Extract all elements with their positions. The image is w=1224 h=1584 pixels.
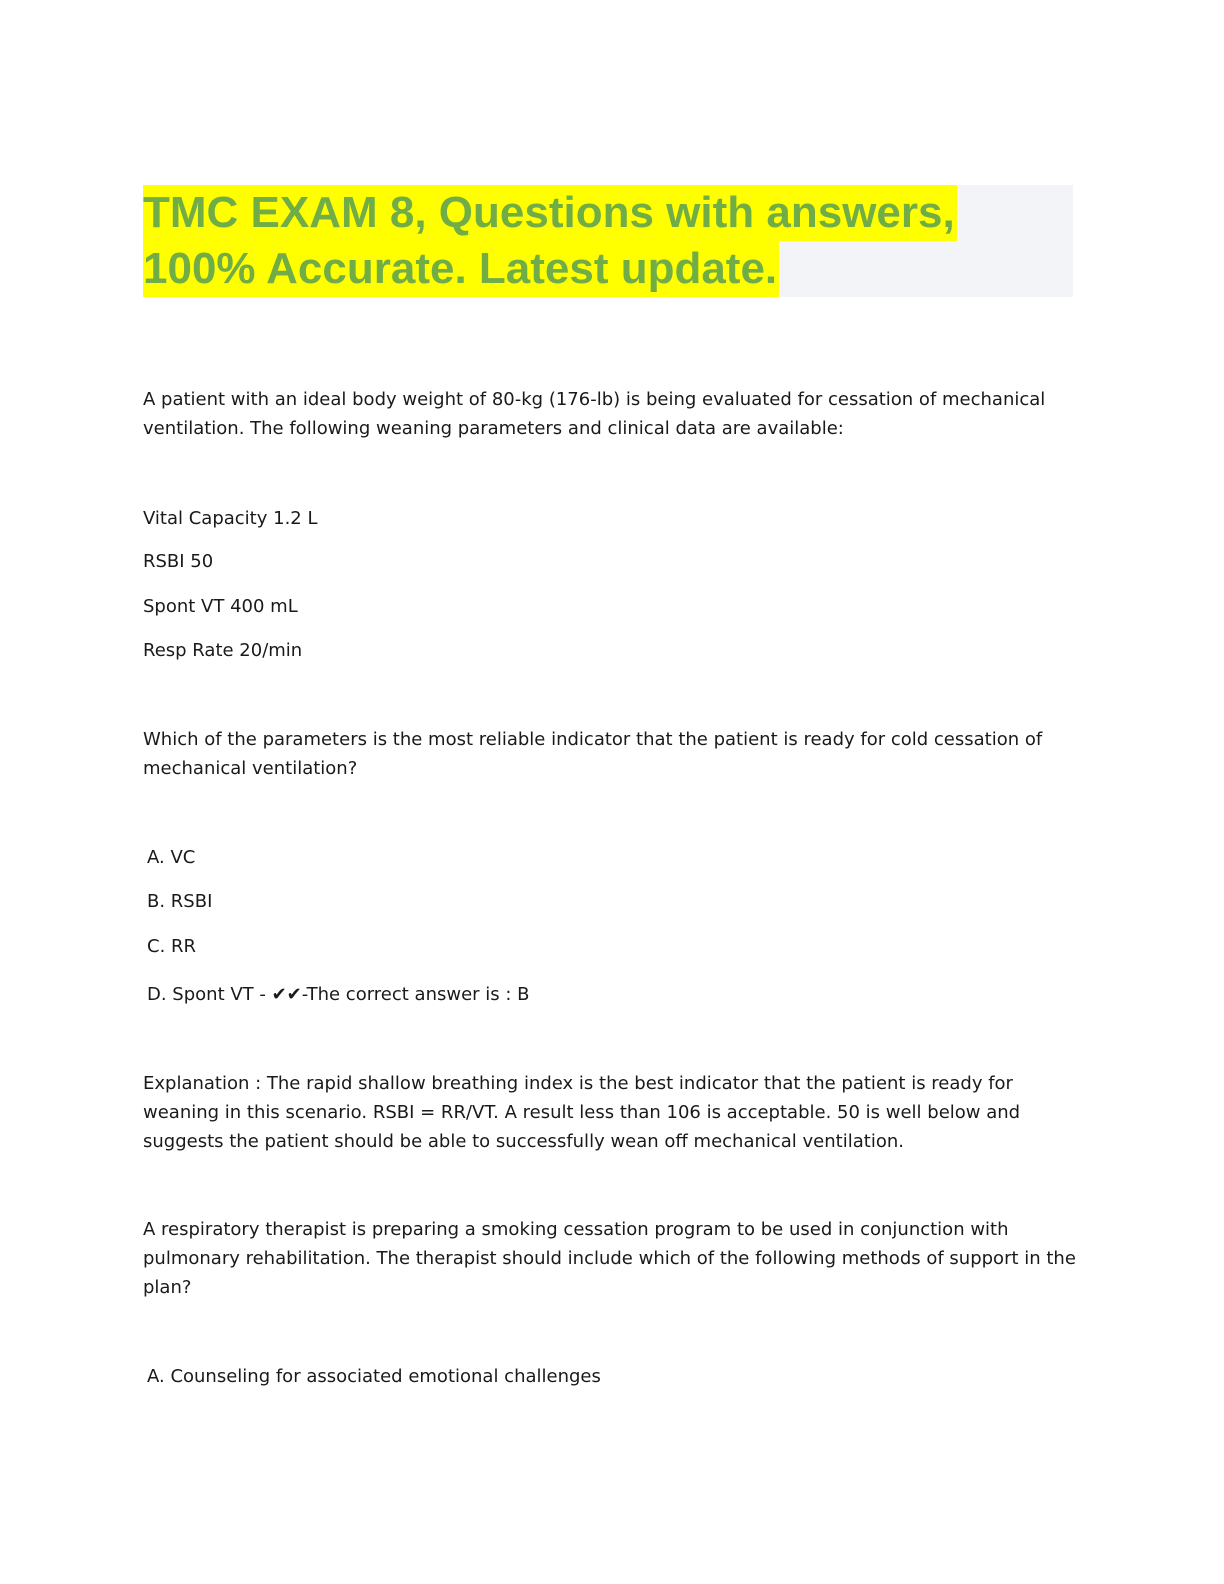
question-1-prompt: Which of the parameters is the most reliable indicator that the patient is ready for cold cessation of mechanical ventilation? [143,729,1043,779]
question-2-option-a: A. Counseling for associated emotional challenges [147,1366,601,1387]
title-line-1: TMC EXAM 8, Questions with answers, [143,185,957,241]
document-title [143,185,1073,297]
question-1-option-b: B. RSBI [147,891,213,912]
question-2-stem: A respiratory therapist is preparing a smoking cessation program to be used in conjunction with pulmonary rehabilitation. The therapist should include which of the following methods of support in the plan? [143,1219,1076,1298]
question-1-option-d-answer: D. Spont VT - ✔✔-The correct answer is : B [147,984,530,1005]
parameter-rsbi: RSBI 50 [143,551,214,572]
parameter-vital-capacity: Vital Capacity 1.2 L [143,508,318,529]
title-line-2: 100% Accurate. Latest update. [143,241,779,297]
question-1-option-c: C. RR [147,936,197,957]
question-1-stem: A patient with an ideal body weight of 80-kg (176-lb) is being evaluated for cessation of mechanical ventilation. The following weaning parameters and clinical data are available: [143,389,1046,439]
question-1-explanation: Explanation : The rapid shallow breathing index is the best indicator that the patient is ready for weaning in this scenario. RSBI = RR/VT. A result less than 106 is acceptable. 50 is well below and suggests the patient should be able to successfully wean off mechanical ventilation. [143,1073,1021,1152]
question-1-option-a: A. VC [147,847,196,868]
parameter-spont-vt: Spont VT 400 mL [143,596,298,617]
parameter-resp-rate: Resp Rate 20/min [143,640,303,661]
